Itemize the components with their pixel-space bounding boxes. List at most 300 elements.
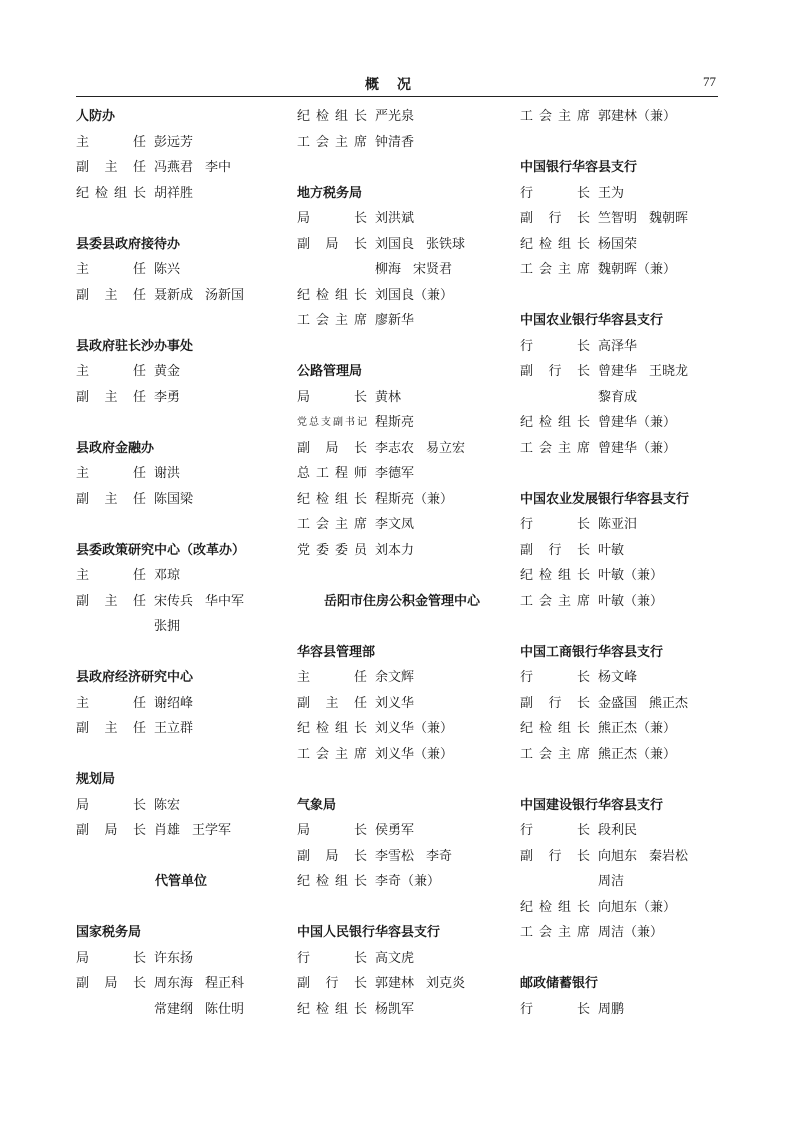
position-title: 纪检组长	[520, 236, 590, 252]
person-names	[598, 232, 649, 258]
position-title: 副局长	[297, 440, 367, 456]
person-name: 陈宏	[154, 797, 181, 813]
position-title: 工会主席	[520, 593, 590, 609]
personnel-row	[520, 920, 730, 946]
position-title: 行长	[520, 823, 590, 838]
position-title: 纪检组长	[297, 1001, 367, 1017]
personnel-row	[297, 206, 507, 232]
personnel-row	[297, 257, 507, 283]
person-names	[154, 589, 256, 615]
person-name: 高文虎	[375, 950, 415, 966]
position-title: 总工程师	[297, 466, 367, 481]
position-title: 纪检组长	[520, 568, 590, 583]
position-title: 行长	[297, 950, 367, 966]
person-names	[598, 997, 636, 1023]
position-title: 行长	[520, 185, 590, 201]
person-name: 刘克炎	[426, 976, 466, 991]
person-name: 叶敏（兼）	[598, 593, 664, 609]
person-name: 刘国良	[375, 236, 415, 252]
org-heading: 县政府驻长沙办事处	[76, 338, 194, 354]
personnel-row	[76, 946, 286, 972]
position-title: 纪检组长	[297, 491, 367, 507]
position-title: 副局长	[297, 848, 367, 864]
org-heading: 人防办	[76, 109, 116, 124]
person-name: 易立宏	[426, 440, 466, 456]
person-names	[154, 997, 256, 1023]
person-name: 黎育成	[598, 389, 638, 405]
person-names	[375, 257, 464, 283]
position-title: 局长	[297, 389, 367, 405]
org-unit	[520, 640, 730, 768]
position-title: 行长	[520, 338, 590, 354]
org-unit	[297, 793, 507, 895]
person-name: 钟清香	[375, 134, 415, 150]
position-title: 局长	[76, 797, 146, 813]
position-title: 副行长	[520, 848, 590, 864]
person-name: 金盛国	[598, 695, 638, 711]
org-heading: 县委政策研究中心（改革办）	[76, 542, 246, 558]
position-title	[520, 385, 590, 411]
org-heading: 华容县管理部	[297, 644, 376, 660]
position-title: 副主任	[76, 721, 146, 736]
personnel-row	[297, 104, 507, 130]
person-names	[598, 895, 688, 921]
personnel-row	[297, 385, 507, 411]
org-heading: 规划局	[76, 772, 116, 787]
person-name: 柳海	[375, 262, 402, 277]
person-name: 周东海	[154, 976, 194, 991]
person-names	[154, 155, 243, 181]
position-title: 副行长	[520, 211, 590, 226]
person-name: 李雪松	[375, 848, 415, 864]
person-name: 杨凯军	[375, 1001, 415, 1017]
personnel-row	[76, 155, 286, 181]
person-names	[375, 971, 477, 997]
person-name: 曾建华	[598, 364, 638, 379]
position-title: 副主任	[76, 160, 146, 175]
position-title: 副局长	[76, 976, 146, 991]
position-title: 工会主席	[520, 440, 590, 456]
person-name: 黄林	[375, 389, 402, 405]
personnel-row	[520, 589, 730, 615]
person-name: 曾建华（兼）	[598, 415, 677, 430]
person-names	[598, 563, 675, 589]
position-title: 副行长	[297, 976, 367, 991]
person-names	[598, 716, 688, 742]
person-names	[598, 104, 688, 130]
personnel-row	[76, 257, 286, 283]
person-names	[375, 716, 465, 742]
person-names	[375, 997, 426, 1023]
personnel-row	[297, 869, 507, 895]
column-2	[297, 104, 507, 1048]
person-name: 刘义华（兼）	[375, 746, 454, 762]
person-names	[154, 257, 192, 283]
person-names	[375, 844, 464, 870]
personnel-row	[297, 512, 507, 538]
org-unit	[297, 181, 507, 334]
page-title: 概况	[365, 77, 429, 93]
position-title: 工会主席	[297, 517, 367, 532]
person-names	[375, 283, 465, 309]
position-title: 工会主席	[297, 134, 367, 150]
person-name: 余文辉	[375, 670, 415, 685]
person-names	[154, 691, 205, 717]
person-names	[154, 563, 192, 589]
org-unit	[76, 767, 286, 844]
person-name: 魏朝晖	[649, 211, 689, 226]
org-unit	[76, 104, 286, 206]
person-names	[598, 691, 700, 717]
position-title: 纪检组长	[520, 415, 590, 430]
personnel-row	[520, 538, 730, 564]
position-title: 主任	[76, 134, 146, 150]
position-title: 副局长	[76, 823, 146, 838]
person-names	[598, 920, 675, 946]
personnel-row	[520, 869, 730, 895]
person-names	[598, 742, 688, 768]
personnel-row	[76, 971, 286, 997]
person-names	[375, 461, 426, 487]
person-name: 叶敏（兼）	[598, 568, 664, 583]
org-heading: 县委县政府接待办	[76, 236, 181, 252]
personnel-row	[76, 461, 286, 487]
section-heading: 岳阳市住房公积金管理中心	[323, 593, 480, 609]
person-name: 杨文峰	[598, 670, 638, 685]
person-names	[154, 461, 192, 487]
person-name: 邓琼	[154, 568, 181, 583]
position-title	[76, 614, 146, 640]
person-name: 许东扬	[154, 950, 194, 966]
org-unit	[76, 665, 286, 742]
person-name: 宋贤君	[413, 262, 453, 277]
person-names	[154, 385, 192, 411]
org-unit	[76, 869, 286, 895]
personnel-row	[520, 844, 730, 870]
person-names	[154, 283, 256, 309]
person-name: 叶敏	[598, 542, 625, 558]
position-title: 纪检组长	[297, 874, 367, 889]
position-title: 副行长	[520, 695, 590, 711]
position-title: 局长	[76, 950, 146, 966]
org-unit	[76, 436, 286, 513]
person-names	[375, 869, 452, 895]
person-name: 陈仕明	[205, 1001, 245, 1017]
position-title: 主任	[297, 670, 367, 685]
person-name: 熊正杰（兼）	[598, 746, 677, 762]
position-title: 纪检组长	[520, 721, 590, 736]
person-names	[375, 410, 426, 436]
person-name: 彭远芳	[154, 134, 194, 150]
personnel-row	[520, 818, 730, 844]
person-name: 郭建林（兼）	[598, 109, 677, 124]
person-name: 李勇	[154, 389, 181, 405]
person-name: 王学军	[192, 823, 232, 838]
position-title: 工会主席	[297, 313, 367, 328]
person-name: 严光泉	[375, 109, 415, 124]
person-name: 肖雄	[154, 823, 181, 838]
person-name: 杨国荣	[598, 236, 638, 252]
personnel-row	[520, 742, 730, 768]
org-unit	[76, 334, 286, 411]
personnel-row	[76, 818, 286, 844]
person-names	[598, 385, 649, 411]
personnel-row	[297, 487, 507, 513]
position-title	[520, 869, 590, 895]
person-names	[375, 385, 413, 411]
personnel-row	[76, 181, 286, 207]
person-name: 廖新华	[375, 313, 415, 328]
person-name: 向旭东	[598, 848, 638, 864]
person-name: 刘洪斌	[375, 211, 415, 226]
personnel-row	[297, 716, 507, 742]
person-names	[154, 487, 205, 513]
position-title: 党委委员	[297, 542, 367, 558]
org-heading: 县政府金融办	[76, 440, 155, 456]
org-heading: 县政府经济研究中心	[76, 670, 194, 685]
person-name: 郭建林	[375, 976, 415, 991]
person-names	[598, 206, 700, 232]
person-name: 周洁	[598, 874, 625, 889]
personnel-row	[520, 512, 730, 538]
personnel-row	[520, 181, 730, 207]
personnel-row	[76, 589, 286, 615]
position-title: 纪检组长	[520, 899, 590, 915]
person-names	[154, 614, 192, 640]
person-name: 熊正杰	[649, 695, 689, 711]
person-name: 李奇（兼）	[375, 874, 441, 889]
org-heading: 中国农业发展银行华容县支行	[520, 491, 690, 507]
person-names	[375, 104, 426, 130]
personnel-row	[297, 130, 507, 156]
position-title	[297, 257, 367, 283]
person-name: 高泽华	[598, 338, 638, 354]
personnel-row	[520, 665, 730, 691]
org-heading: 地方税务局	[297, 185, 363, 201]
person-name: 李奇	[426, 848, 453, 864]
column-3	[520, 104, 730, 1048]
personnel-row	[520, 334, 730, 360]
position-title: 主任	[76, 695, 146, 711]
personnel-row	[76, 563, 286, 589]
person-names	[154, 793, 192, 819]
personnel-row	[520, 359, 730, 385]
person-names	[375, 206, 426, 232]
position-title: 局长	[297, 823, 367, 838]
personnel-row	[297, 997, 507, 1023]
position-title: 副行长	[520, 364, 590, 379]
position-title: 副主任	[76, 389, 146, 405]
person-names	[154, 359, 192, 385]
person-names	[598, 334, 649, 360]
person-names	[375, 818, 426, 844]
position-title: 行长	[520, 517, 590, 532]
person-name: 张铁球	[426, 236, 466, 252]
personnel-row	[520, 436, 730, 462]
personnel-row	[520, 691, 730, 717]
person-names	[154, 181, 205, 207]
person-names	[154, 971, 256, 997]
person-names	[598, 538, 636, 564]
person-name: 陈兴	[154, 262, 181, 277]
org-unit	[297, 104, 507, 155]
person-name: 陈国梁	[154, 491, 194, 507]
person-name: 王为	[598, 185, 625, 201]
person-names	[598, 589, 675, 615]
page-number: 77	[703, 74, 716, 89]
person-name: 常建纲	[154, 1001, 194, 1017]
person-names	[154, 818, 243, 844]
personnel-row	[520, 385, 730, 411]
person-names	[598, 436, 688, 462]
person-name: 周洁（兼）	[598, 925, 664, 940]
person-name: 谢绍峰	[154, 695, 194, 711]
org-unit	[520, 793, 730, 946]
person-names	[375, 665, 426, 691]
personnel-row	[297, 436, 507, 462]
personnel-row	[520, 232, 730, 258]
personnel-row	[76, 691, 286, 717]
person-names	[375, 946, 426, 972]
personnel-row	[76, 130, 286, 156]
person-name: 刘国良（兼）	[375, 287, 454, 303]
org-unit	[76, 920, 286, 1022]
personnel-row	[76, 716, 286, 742]
position-title: 副主任	[76, 593, 146, 609]
person-names	[598, 181, 636, 207]
org-heading: 中国工商银行华容县支行	[520, 644, 664, 660]
person-name: 王立群	[154, 721, 194, 736]
person-names	[598, 844, 700, 870]
person-name: 李文凤	[375, 517, 415, 532]
personnel-row	[520, 257, 730, 283]
person-name: 李德军	[375, 466, 415, 481]
person-name: 刘义华（兼）	[375, 721, 454, 736]
personnel-row	[520, 997, 730, 1023]
person-name: 刘本力	[375, 542, 415, 558]
column-1	[76, 104, 286, 1048]
personnel-row	[297, 691, 507, 717]
person-name: 魏朝晖（兼）	[598, 262, 677, 277]
person-name: 向旭东（兼）	[598, 899, 677, 915]
person-name: 程正科	[205, 976, 245, 991]
personnel-row	[520, 563, 730, 589]
org-unit	[520, 487, 730, 615]
position-title: 副主任	[76, 287, 146, 303]
person-name: 张拥	[154, 619, 181, 634]
person-name: 黄金	[154, 364, 181, 379]
position-title: 工会主席	[297, 746, 367, 762]
personnel-row	[297, 844, 507, 870]
personnel-row	[520, 716, 730, 742]
personnel-row	[297, 665, 507, 691]
personnel-row	[297, 410, 507, 436]
org-heading: 邮政储蓄银行	[520, 976, 599, 991]
person-name: 陈亚汨	[598, 517, 638, 532]
personnel-row	[76, 283, 286, 309]
org-unit	[297, 920, 507, 1022]
person-name: 胡祥胜	[154, 185, 194, 201]
person-names	[154, 946, 205, 972]
person-names	[375, 130, 426, 156]
page-header	[76, 74, 718, 97]
org-heading: 中国农业银行华容县支行	[520, 313, 664, 328]
position-title: 纪检组长	[297, 721, 367, 736]
personnel-row	[76, 385, 286, 411]
position-title: 副行长	[520, 542, 590, 558]
position-title: 行长	[520, 670, 590, 685]
org-heading: 气象局	[297, 797, 337, 813]
person-name: 冯燕君	[154, 160, 194, 175]
person-name: 熊正杰（兼）	[598, 721, 677, 736]
person-name: 聂新成	[154, 287, 194, 303]
position-title: 工会主席	[520, 746, 590, 762]
person-names	[375, 512, 426, 538]
org-unit	[76, 232, 286, 309]
position-title: 主任	[76, 466, 146, 481]
personnel-row	[297, 283, 507, 309]
personnel-row	[297, 538, 507, 564]
person-name: 李中	[205, 160, 232, 175]
personnel-row	[297, 461, 507, 487]
personnel-row	[520, 895, 730, 921]
position-title: 主任	[76, 568, 146, 583]
person-name: 秦岩松	[649, 848, 689, 864]
person-name: 程斯亮	[375, 415, 415, 430]
org-unit	[520, 971, 730, 1022]
person-names	[598, 359, 700, 385]
person-names	[375, 691, 426, 717]
org-unit	[297, 640, 507, 768]
position-title: 局长	[297, 211, 367, 226]
personnel-row	[76, 997, 286, 1023]
org-unit	[76, 538, 286, 640]
person-names	[598, 410, 688, 436]
personnel-row	[76, 793, 286, 819]
personnel-row	[520, 206, 730, 232]
org-unit	[297, 589, 507, 615]
person-name: 竺智明	[598, 211, 638, 226]
position-title: 党总支副书记	[297, 417, 367, 428]
personnel-row	[297, 742, 507, 768]
person-names	[598, 818, 649, 844]
person-name: 谢洪	[154, 466, 181, 481]
position-title: 纪检组长	[297, 287, 367, 303]
person-names	[598, 512, 649, 538]
org-heading: 中国银行华容县支行	[520, 160, 638, 175]
personnel-row	[520, 410, 730, 436]
org-heading: 中国建设银行华容县支行	[520, 797, 664, 813]
person-names	[375, 436, 477, 462]
position-title: 行长	[520, 1001, 590, 1017]
position-title: 工会主席	[520, 262, 590, 277]
org-unit	[520, 155, 730, 283]
person-name: 程斯亮（兼）	[375, 491, 454, 507]
person-names	[375, 232, 477, 258]
person-name: 周鹏	[598, 1001, 625, 1017]
org-heading: 国家税务局	[76, 925, 142, 940]
personnel-row	[520, 104, 730, 130]
position-title: 主任	[76, 364, 146, 379]
person-name: 宋传兵	[154, 593, 194, 609]
position-title: 副主任	[76, 491, 146, 507]
org-unit	[520, 308, 730, 461]
org-heading: 中国人民银行华容县支行	[297, 925, 441, 940]
person-name: 曾建华（兼）	[598, 440, 677, 456]
position-title	[76, 997, 146, 1023]
section-heading: 代管单位	[154, 874, 207, 889]
person-names	[598, 665, 649, 691]
